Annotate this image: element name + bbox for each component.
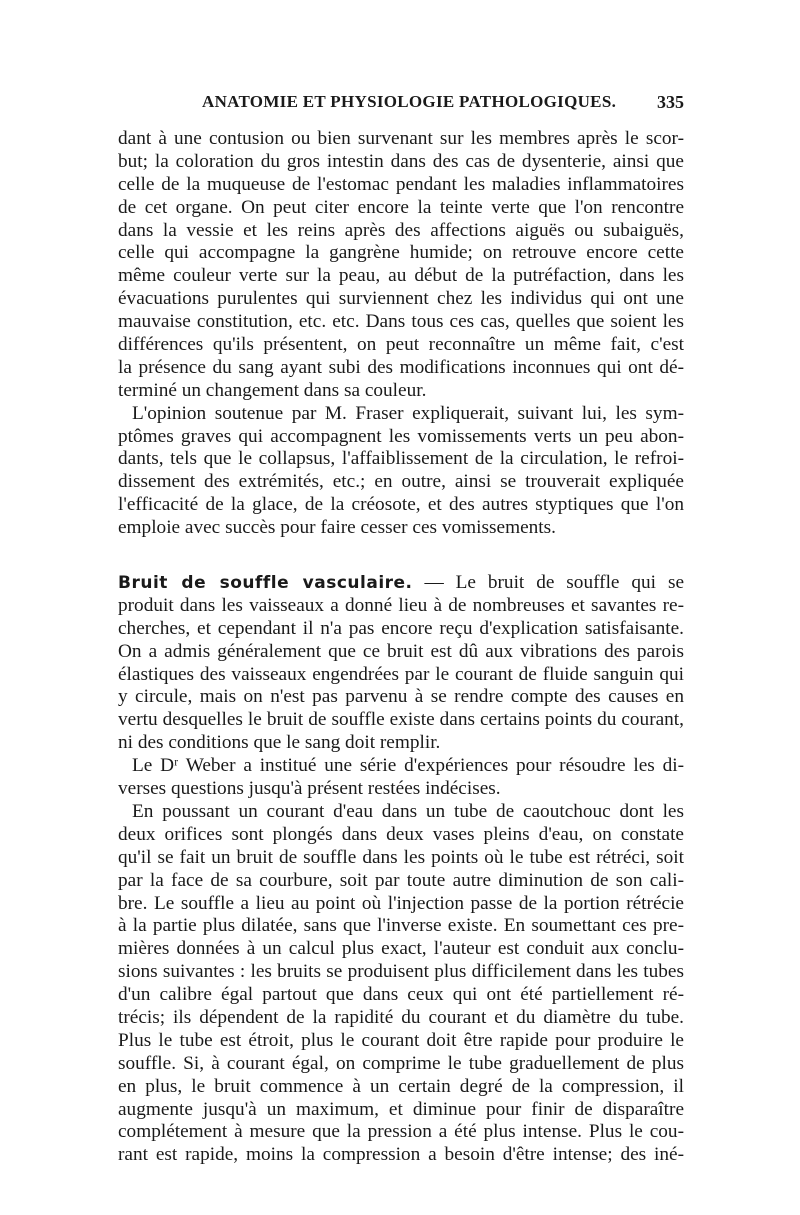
text-line: dants, tels que le collapsus, l'affaiblissement de la circulation, le refroi- — [118, 448, 684, 470]
text-line: Plus le tube est étroit, plus le courant doit être rapide pour produire le — [118, 1029, 684, 1051]
text-line: terminé un changement dans sa couleur. — [118, 379, 427, 401]
text-line: L'opinion soutenue par M. Fraser expliquerait, suivant lui, les sym- — [132, 402, 684, 424]
paragraph-fraser — [118, 403, 684, 540]
text-line: augmente jusqu'à un maximum, et diminue pour finir de disparaître — [118, 1098, 684, 1120]
text-line: On a admis généralement que ce bruit est dû aux vibrations des parois — [118, 640, 684, 662]
section-first-line-text: — Le bruit de souffle qui se — [424, 572, 685, 594]
text-line: vertu desquelles le bruit de souffle existe dans certains points du courant, — [118, 709, 684, 731]
text-line: emploie avec succès pour faire cesser ces vomissements. — [118, 517, 556, 539]
text-line: celle de la muqueuse de l'estomac pendant les maladies inflammatoires — [118, 173, 684, 195]
text-line: dans la vessie et les reins après des affections aiguës ou subaiguës, — [118, 219, 684, 241]
text-line: souffle. Si, à courant égal, on comprime le tube graduellement de plus — [118, 1052, 684, 1074]
paragraph-experiment — [118, 801, 684, 1167]
text-line: l'efficacité de la glace, de la créosote, et des autres styptiques que l'on — [118, 494, 684, 516]
text-line: but; la coloration du gros intestin dans des cas de dysenterie, ainsi que — [118, 150, 684, 172]
body-text — [118, 128, 684, 1167]
running-head — [118, 92, 684, 118]
text-line: dissement des extrémités, etc.; en outre, ainsi se trouverait expliquée — [118, 471, 684, 493]
text-line: en plus, le bruit commence à un certain degré de la compression, il — [118, 1075, 684, 1097]
text-line: ptômes graves qui accompagnent les vomissements verts un peu abon- — [118, 425, 684, 447]
text-line: différences qu'ils présentent, on peut reconnaître un même fait, c'est — [118, 334, 684, 356]
text-line: évacuations purulentes qui surviennent chez les individus qui ont une — [118, 288, 684, 310]
text-line: verses questions jusqu'à présent restées indécises. — [118, 778, 501, 800]
text-line: mières données à un calcul plus exact, l'auteur est conduit aux conclu- — [118, 938, 684, 960]
text-line: En poussant un courant d'eau dans un tube de caoutchouc dont les — [132, 800, 684, 822]
paragraph-weber — [118, 755, 684, 801]
section-first-line — [118, 572, 684, 595]
text-line: ni des conditions que le sang doit remplir. — [118, 732, 441, 754]
text-line: rant est rapide, moins la compression a besoin d'être intense; des iné- — [118, 1144, 684, 1166]
text-line: élastiques des vaisseaux engendrées par le courant de fluide sanguin qui — [118, 663, 684, 685]
text-line: deux orifices sont plongés dans deux vases pleins d'eau, on constate — [118, 823, 684, 845]
text-line: dant à une contusion ou bien survenant sur les membres après le scor- — [118, 128, 684, 149]
text-line: d'un calibre égal partout que dans ceux qui ont été partiellement ré- — [118, 984, 684, 1006]
section-bruit-de-souffle — [118, 572, 684, 755]
paragraph-continued — [118, 128, 684, 403]
text-line: produit dans les vaisseaux a donné lieu à de nombreuses et savantes re- — [118, 594, 684, 616]
text-line: par la face de sa courbure, soit par toute autre diminution de son cali- — [118, 869, 684, 891]
text-line: complétement à mesure que la pression a été plus intense. Plus le cou- — [118, 1121, 684, 1143]
text-line: de cet organe. On peut citer encore la teinte verte que l'on rencontre — [118, 196, 684, 218]
text-line: qu'il se fait un bruit de souffle dans les points où le tube est rétréci, soit — [118, 846, 684, 868]
section-title: Bruit de souffle vasculaire. — [118, 573, 413, 594]
text-line: à la partie plus dilatée, sans que l'inverse existe. En soumettant ces pre- — [118, 915, 684, 937]
text-line: sions suivantes : les bruits se produisent plus difficilement dans les tubes — [118, 961, 684, 983]
text-line: y circule, mais on n'est pas parvenu à se rendre compte des causes en — [118, 686, 684, 708]
text-line: cherches, et cependant il n'a pas encore reçu d'explication satisfaisante. — [118, 617, 684, 639]
text-line: trécis; ils dépendent de la rapidité du courant et du diamètre du tube. — [118, 1006, 684, 1028]
section-spacer — [118, 540, 684, 572]
page-number: 335 — [657, 92, 684, 112]
text-line: la présence du sang ayant subi des modifications inconnues qui ont dé- — [118, 356, 684, 378]
text-line: celle qui accompagne la gangrène humide; on retrouve encore cette — [118, 242, 684, 264]
text-line: mauvaise constitution, etc. etc. Dans tous ces cas, quelles que soient les — [118, 311, 684, 333]
text-line: bre. Le souffle a lieu au point où l'injection passe de la portion rétrécie — [118, 892, 684, 914]
running-title: ANATOMIE ET PHYSIOLOGIE PATHOLOGIQUES. — [202, 92, 617, 111]
text-line: Le Dʳ Weber a institué une série d'expériences pour résoudre les di- — [132, 755, 684, 777]
text-line: même couleur verte sur la peau, au début de la putréfaction, dans les — [118, 265, 684, 287]
